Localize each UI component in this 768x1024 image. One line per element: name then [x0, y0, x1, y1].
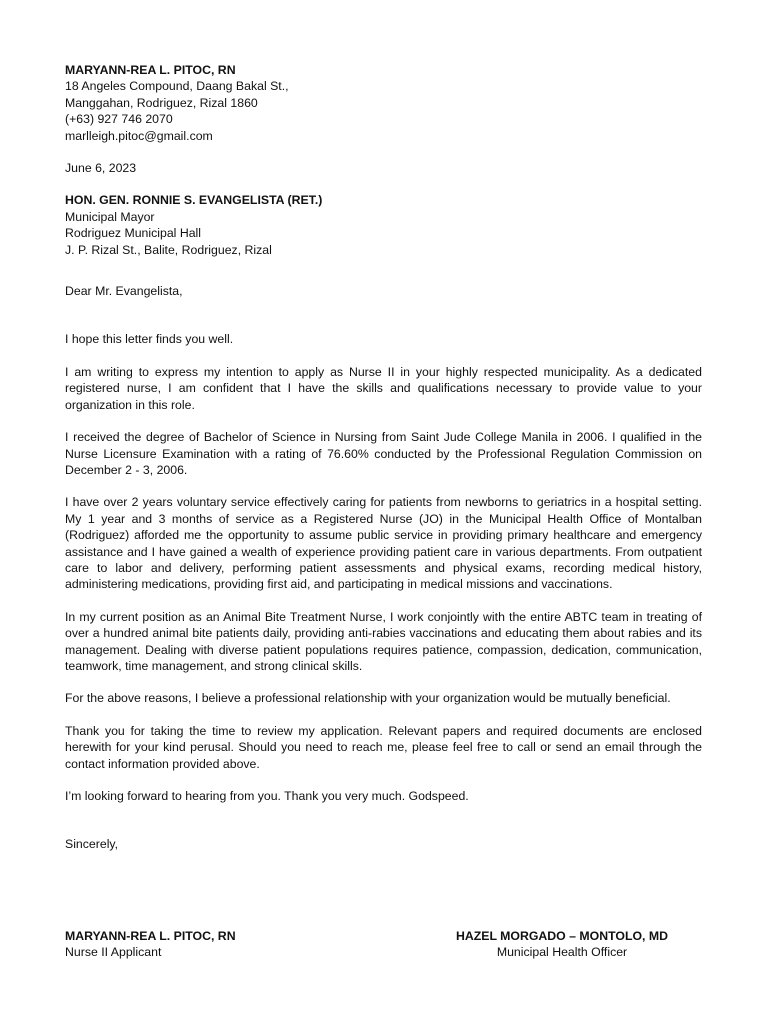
signatory-left [65, 928, 236, 961]
signatory-left-name: MARYANN-REA L. PITOC, RN [65, 929, 236, 943]
sender-email: marlleigh.pitoc@gmail.com [65, 128, 213, 143]
body-paragraph-3: I received the degree of Bachelor of Science in Nursing from Saint Jude College Manila in 2006. I qualified in the Nurse Licensure Examination with a rating of 76.60% conducted by the Professional Regulation Commission on December 2 - 3, 2006. [65, 430, 702, 477]
sender-block [65, 62, 702, 144]
body-paragraph-7: Thank you for taking the time to review my application. Relevant papers and required documents are enclosed herewith for your kind perusal. Should you need to reach me, please feel free to call or send an email through the contact information provided above. [65, 723, 702, 771]
recipient-block [65, 192, 702, 258]
closing: Sincerely, [65, 837, 119, 852]
sender-phone: (+63) 927 746 2070 [65, 112, 173, 127]
letter-page [65, 62, 702, 853]
signatory-left-title: Nurse II Applicant [65, 945, 162, 960]
signatory-right-title: Municipal Health Officer [496, 945, 628, 960]
body-paragraph-8: I’m looking forward to hearing from you. Thank you very much. Godspeed. [65, 789, 469, 803]
body-paragraph-6: For the above reasons, I believe a professional relationship with your organization would be mutually beneficial. [65, 691, 671, 706]
body-paragraph-2: I am writing to express my intention to apply as Nurse II in your highly respected municipality. As a dedicated registered nurse, I am confident that I have the skills and qualifications necessary to provide value to your organization in this role. [65, 364, 702, 412]
recipient-name: HON. GEN. RONNIE S. EVANGELISTA (RET.) [65, 193, 323, 208]
signatory-right [437, 928, 687, 961]
signature-block [65, 928, 702, 968]
body-paragraph-4: I have over 2 years voluntary service effectively caring for patients from newborns to geriatrics in a hospital setting. My 1 year and 3 months of service as a Registered Nurse (JO) in the Municipal Health Office of Montalban (Rodriguez) afforded me the opportunity to assume public service in providing primary healthcare and emergency assistance and I have gained a wealth of experience providing patient care in various departments. From outpatient care to labor and delivery, performing patient assessments and physical exams, recording medical history, administering medications, providing first aid, and participating in medical missions and vaccinations. [65, 495, 702, 592]
recipient-address: J. P. Rizal St., Balite, Rodriguez, Rizal [65, 242, 272, 257]
recipient-title: Municipal Mayor [65, 209, 155, 224]
body-paragraph-5: In my current position as an Animal Bite Treatment Nurse, I work conjointly with the entire ABTC team in treating of over a hundred animal bite patients daily, providing anti-rabies vaccinations and educating them about rabies and its management. Dealing with diverse patient populations requires patience, compassion, dedication, communication, teamwork, time management, and strong clinical skills. [65, 609, 702, 673]
body-paragraph-1: I hope this letter finds you well. [65, 332, 234, 347]
sender-name: MARYANN-REA L. PITOC, RN [65, 63, 236, 77]
salutation: Dear Mr. Evangelista, [65, 284, 183, 299]
sender-address-line2: Manggahan, Rodriguez, Rizal 1860 [65, 95, 258, 110]
signatory-right-name: HAZEL MORGADO – MONTOLO, MD [455, 929, 668, 943]
recipient-office: Rodriguez Municipal Hall [65, 226, 202, 241]
sender-address-line1: 18 Angeles Compound, Daang Bakal St., [65, 79, 289, 94]
letter-date: June 6, 2023 [65, 161, 137, 176]
